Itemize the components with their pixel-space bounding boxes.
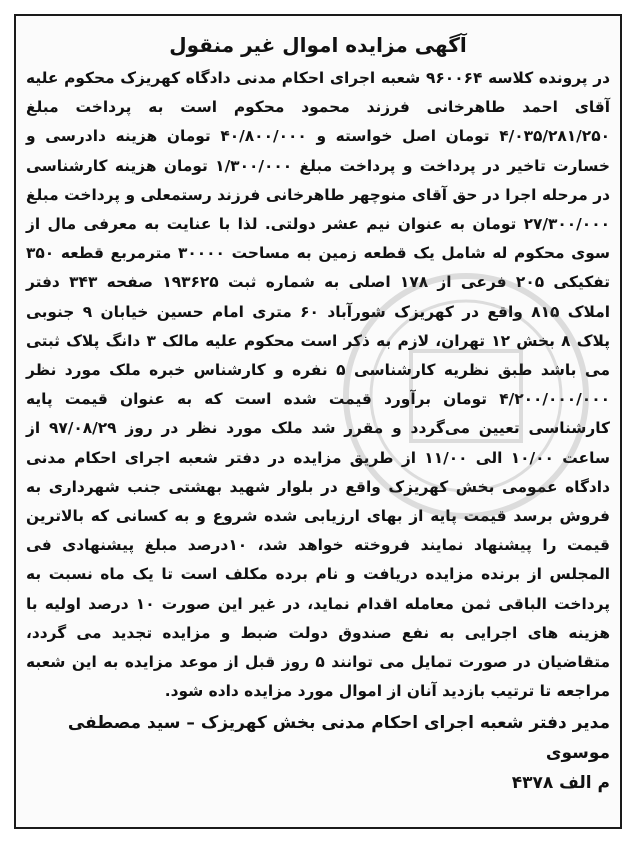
notice-code: م الف ۴۳۷۸: [511, 773, 610, 794]
notice-title: آگهی مزایده اموال غیر منقول: [169, 33, 467, 57]
notice-signature: مدیر دفتر شعبه اجرای احکام مدنی بخش کهریزک – سید مصطفی موسوی: [67, 713, 610, 764]
auction-notice: [14, 14, 622, 829]
notice-body: در پرونده کلاسه ۹۶۰۰۶۴ شعبه اجرای احکام مدنی دادگاه کهریزک محکوم علیه آقای احمد طاهرخانی فرزند محمود محکوم است به پرداخت مبلغ ۴/۰۳۵/۲۸۱/۲۵۰ تومان اصل خواسته و ۴۰/۸۰۰/۰۰۰ تومان هزینه دادرسی و خسارت تاخیر در پرداخت و پرداخت مبلغ ۱/۳۰۰/۰۰۰ تومان هزینه کارشناسی در مرحله اجرا در حق آقای منوچهر طاهرخانی فرزند رستمعلی و پرداخت مبلغ ۲۷/۳۰۰/۰۰۰ تومان به عنوان نیم عشر دولتی. لذا با عنایت به معرفی مال از سوی محکوم له شامل یک قطعه زمین به مساحت ۳۰۰۰۰ مترمربع قطعه ۳۵۰ تفکیکی ۲۰۵ فرعی از ۱۷۸ اصلی به شماره ثبت ۱۹۳۶۲۵ صفحه ۳۴۳ دفتر املاک ۸۱۵ واقع در کهریزک شورآباد ۶۰ متری امام حسین خیابان ۹ جنوبی پلاک ۸ بخش ۱۲ تهران، لازم به ذکر است محکوم علیه مالک ۳ دانگ پلاک ثبتی می باشد طبق نظریه کارشناسی ۵ نفره و کارشناس خبره ملک مورد نظر ۴/۲۰۰/۰۰۰/۰۰۰ تومان برآورد قیمت شده است که به عنوان قیمت پایه کارشناسی تعیین می‌گردد و مقرر شد ملک مورد نظر در روز ۹۷/۰۸/۲۹ از ساعت ۱۰/۰۰ الی ۱۱/۰۰ از طریق مزایده در دفتر شعبه اجرای احکام مدنی دادگاه عمومی بخش کهریزک واقع در بلوار شهید بهشتی جنب شهرداری به فروش برسد قیمت پایه از بهای ارزیابی شده شروع و به کسانی که بالاترین قیمت را پیشنهاد نمایند فروخته خواهد شد، ۱۰درصد مبلغ پیشنهادی فی المجلس از برنده مزایده دریافت و نام برده مکلف است تا یک ماه نسبت به پرداخت الباقی ثمن معامله اقدام نماید، در غیر این صورت ۱۰ درصد اولیه با هزینه های اجرایی به نفع صندوق دولت ضبط و مزایده تجدید می گردد، متقاضیان در صورت تمایل می توانند ۵ روز قبل از موعد مزایده به این شعبه مراجعه تا ترتیب بازدید آنان از اموال مورد مزایده داده شود.: [26, 69, 611, 701]
